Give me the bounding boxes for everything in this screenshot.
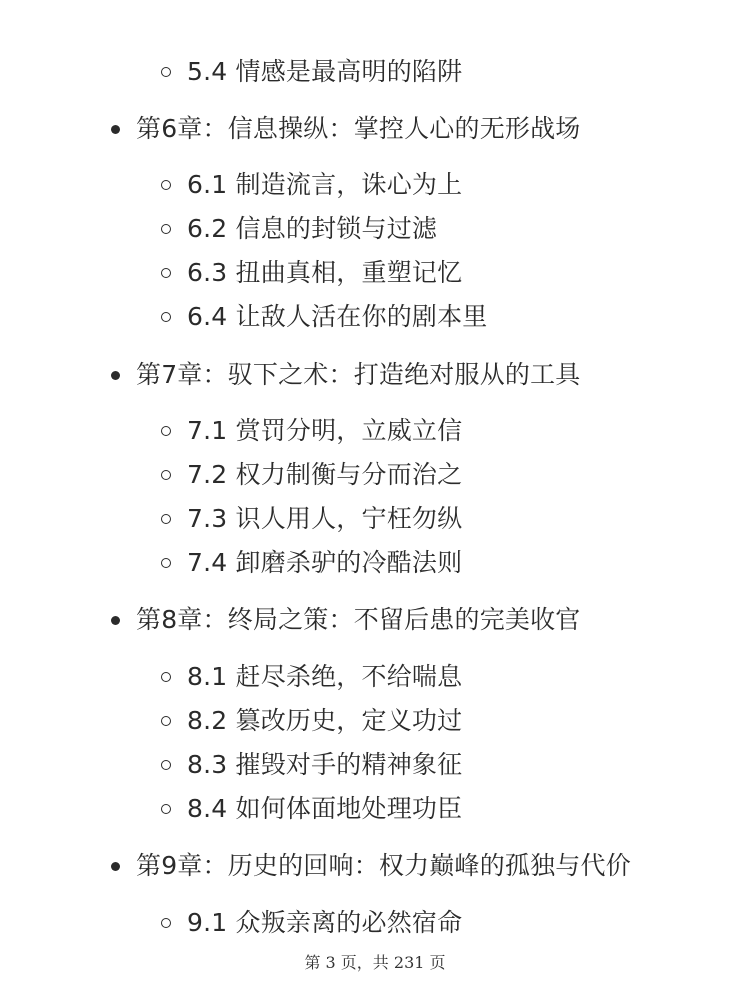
hollow-bullet-icon (161, 514, 171, 524)
filled-bullet-icon (111, 125, 120, 134)
hollow-bullet-icon (161, 558, 171, 568)
toc-section-item (0, 209, 437, 249)
hollow-bullet-icon (161, 716, 171, 726)
toc-chapter-label: 第8章：终局之策：不留后患的完美收官 (136, 605, 581, 634)
toc-section-label: 7.1 赏罚分明，立威立信 (187, 416, 463, 445)
hollow-bullet-icon (161, 426, 171, 436)
toc-chapter-item (0, 355, 581, 395)
toc-section-label: 6.3 扭曲真相，重塑记忆 (187, 258, 463, 287)
hollow-bullet-icon (161, 268, 171, 278)
toc-section-item (0, 701, 462, 741)
toc-section-label: 7.2 权力制衡与分而治之 (187, 460, 463, 489)
toc-section-item (0, 499, 462, 539)
toc-section-item (0, 411, 462, 451)
hollow-bullet-icon (161, 760, 171, 770)
hollow-bullet-icon (161, 918, 171, 928)
toc-section-label: 8.3 摧毁对手的精神象征 (187, 750, 463, 779)
toc-section-item (0, 789, 462, 829)
toc-section-item (0, 903, 462, 943)
page-number-footer: 第 3 页，共 231 页 (304, 953, 446, 972)
toc-section-label: 5.4 情感是最高明的陷阱 (187, 57, 463, 86)
toc-section-item (0, 297, 488, 337)
filled-bullet-icon (111, 371, 120, 380)
toc-section-label: 8.2 篡改历史，定义功过 (187, 706, 463, 735)
filled-bullet-icon (111, 862, 120, 871)
toc-section-label: 9.1 众叛亲离的必然宿命 (187, 908, 463, 937)
toc-chapter-label: 第6章：信息操纵：掌控人心的无形战场 (136, 114, 581, 143)
toc-chapter-label: 第7章：驭下之术：打造绝对服从的工具 (136, 360, 581, 389)
hollow-bullet-icon (161, 470, 171, 480)
toc-section-item (0, 745, 462, 785)
toc-section-label: 7.3 识人用人，宁枉勿纵 (187, 504, 463, 533)
toc-section-label: 6.1 制造流言，诛心为上 (187, 170, 463, 199)
toc-chapter-item (0, 600, 581, 640)
hollow-bullet-icon (161, 67, 171, 77)
hollow-bullet-icon (161, 224, 171, 234)
filled-bullet-icon (111, 616, 120, 625)
hollow-bullet-icon (161, 672, 171, 682)
toc-section-item (0, 253, 462, 293)
toc-section-label: 6.2 信息的封锁与过滤 (187, 214, 438, 243)
toc-chapter-item (0, 846, 631, 886)
toc-section-item (0, 52, 462, 92)
toc-section-label: 8.1 赶尽杀绝，不给喘息 (187, 662, 463, 691)
toc-section-item (0, 543, 462, 583)
hollow-bullet-icon (161, 804, 171, 814)
toc-chapter-item (0, 109, 581, 149)
toc-chapter-label: 第9章：历史的回响：权力巅峰的孤独与代价 (136, 851, 631, 880)
toc-section-item (0, 455, 462, 495)
toc-section-label: 8.4 如何体面地处理功臣 (187, 794, 463, 823)
toc-section-item (0, 165, 462, 205)
hollow-bullet-icon (161, 312, 171, 322)
toc-section-item (0, 657, 462, 697)
hollow-bullet-icon (161, 180, 171, 190)
toc-section-label: 7.4 卸磨杀驴的冷酷法则 (187, 548, 463, 577)
toc-section-label: 6.4 让敌人活在你的剧本里 (187, 302, 488, 331)
